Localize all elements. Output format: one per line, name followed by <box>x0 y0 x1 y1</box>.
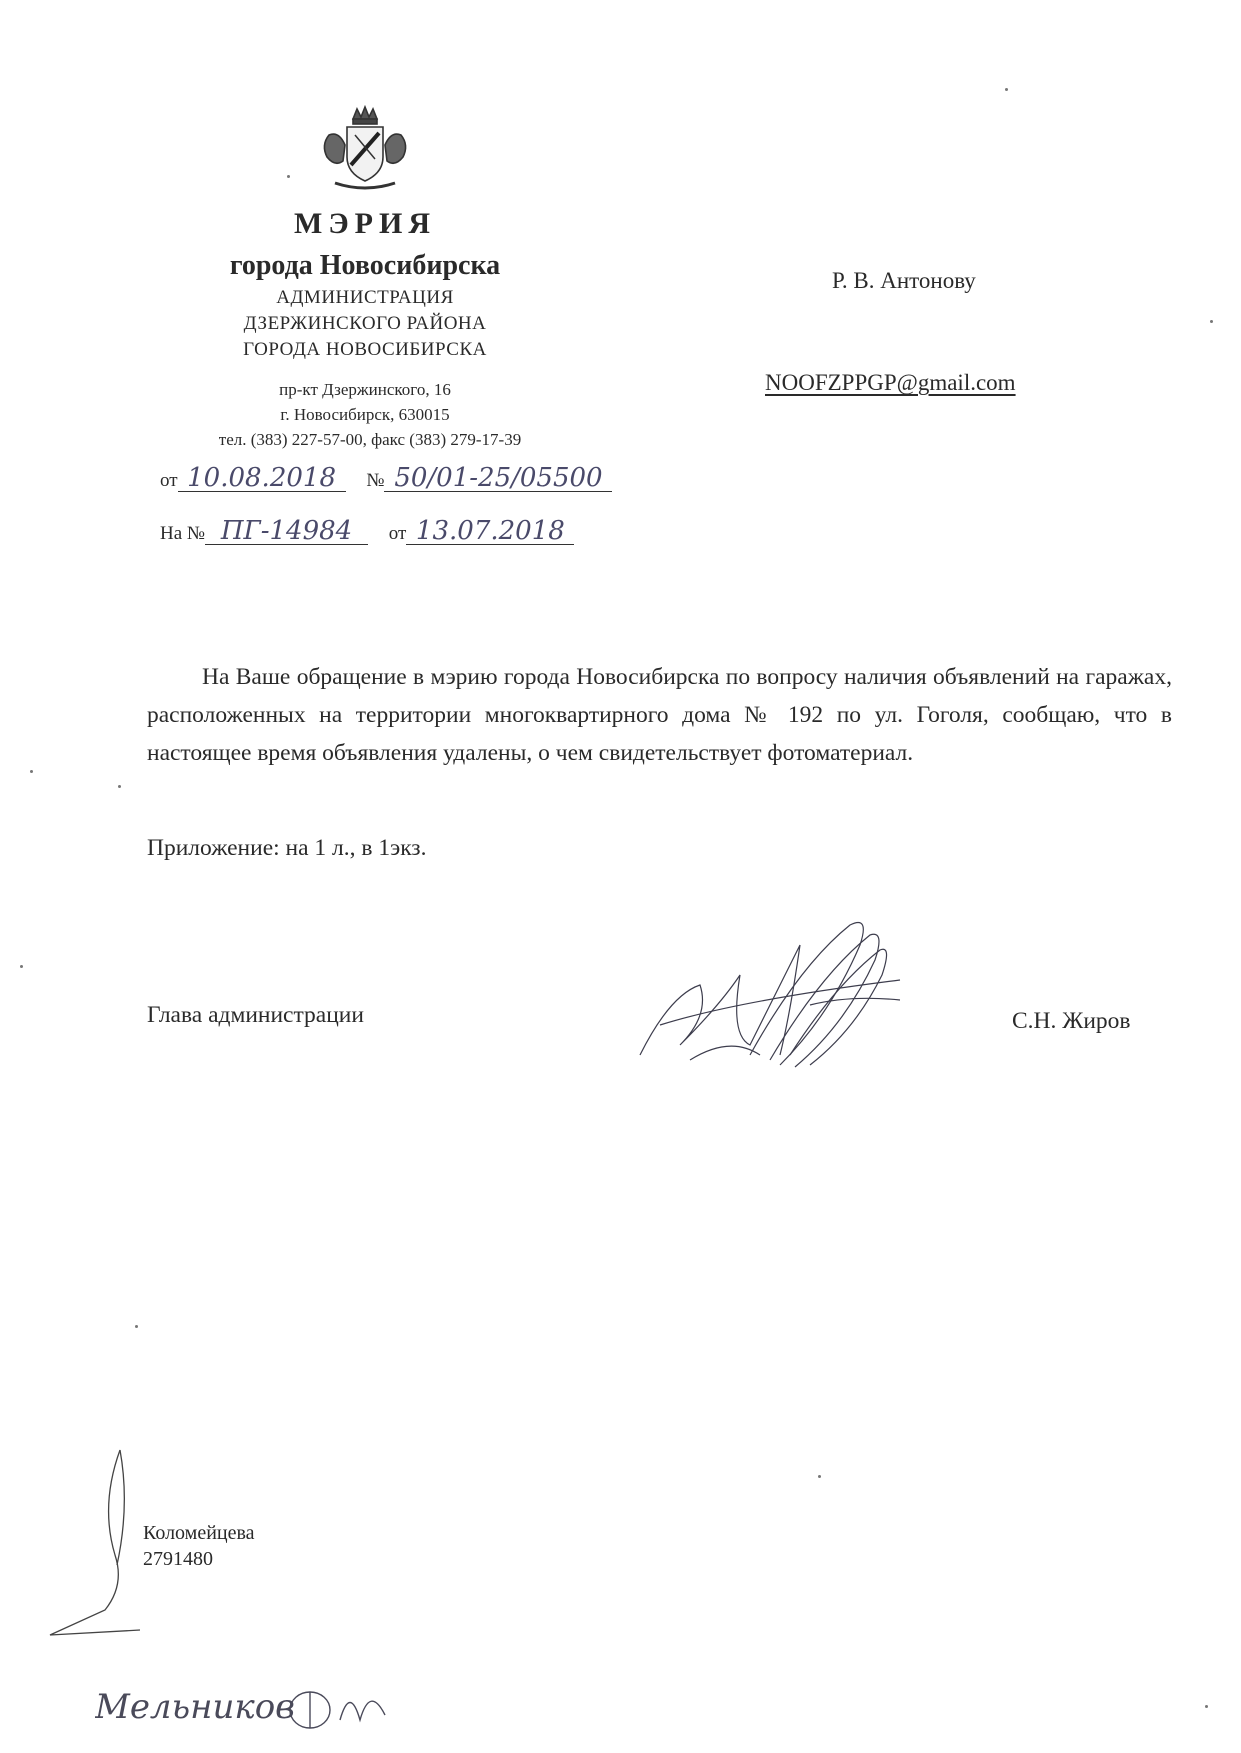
address-line-2: г. Новосибирск, 630015 <box>280 405 450 424</box>
city-coat-of-arms-icon <box>315 105 415 195</box>
executor-name: Коломейцева <box>143 1522 255 1544</box>
recipient-email: NOOFZPPGP@gmail.com <box>765 370 1016 395</box>
org-city: города Новосибирска <box>229 250 501 281</box>
reply-number: ПГ-14984 <box>205 518 368 545</box>
reply-date: 13.07.2018 <box>406 518 574 545</box>
handwritten-surname: Мельников <box>95 1687 295 1727</box>
signature-scribble <box>630 905 910 1080</box>
registration-line <box>160 465 612 492</box>
number-prefix: № <box>366 470 385 491</box>
address-line-1: пр-кт Дзержинского, 16 <box>279 380 451 399</box>
initials-mark <box>45 1445 155 1645</box>
handwritten-note <box>95 1670 405 1740</box>
reply-line <box>160 518 574 545</box>
org-name: МЭРИЯ <box>294 207 436 240</box>
reply-date-prefix: от <box>388 523 407 544</box>
outgoing-date: 10.08.2018 <box>178 465 346 492</box>
recipient-name: Р. В. Антонову <box>832 268 976 293</box>
executor-phone: 2791480 <box>143 1548 213 1570</box>
admin-line-2: ДЗЕРЖИНСКОГО РАЙОНА <box>243 313 487 334</box>
admin-line-1: АДМИНИСТРАЦИЯ <box>276 287 454 308</box>
signer-name: С.Н. Жиров <box>1012 1008 1131 1034</box>
reply-prefix: На № <box>160 523 206 544</box>
date-prefix: от <box>160 470 178 491</box>
admin-line-3: ГОРОДА НОВОСИБИРСКА <box>243 339 487 360</box>
phone-line: тел. (383) 227-57-00, факс (383) 279-17-39 <box>218 430 522 449</box>
body-paragraph: На Ваше обращение в мэрию города Новосибирска по вопросу наличия объявлений на гаражах, расположенных на территории многоквартирного дома № 192 по ул. Гоголя, сообщаю, что в настоящее время объявления удалены, о чем свидетельствует фотоматериал. <box>147 664 1172 766</box>
signer-position: Глава администрации <box>147 1002 364 1028</box>
attachment-note: Приложение: на 1 л., в 1экз. <box>147 835 427 861</box>
outgoing-number: 50/01-25/05500 <box>384 465 612 492</box>
